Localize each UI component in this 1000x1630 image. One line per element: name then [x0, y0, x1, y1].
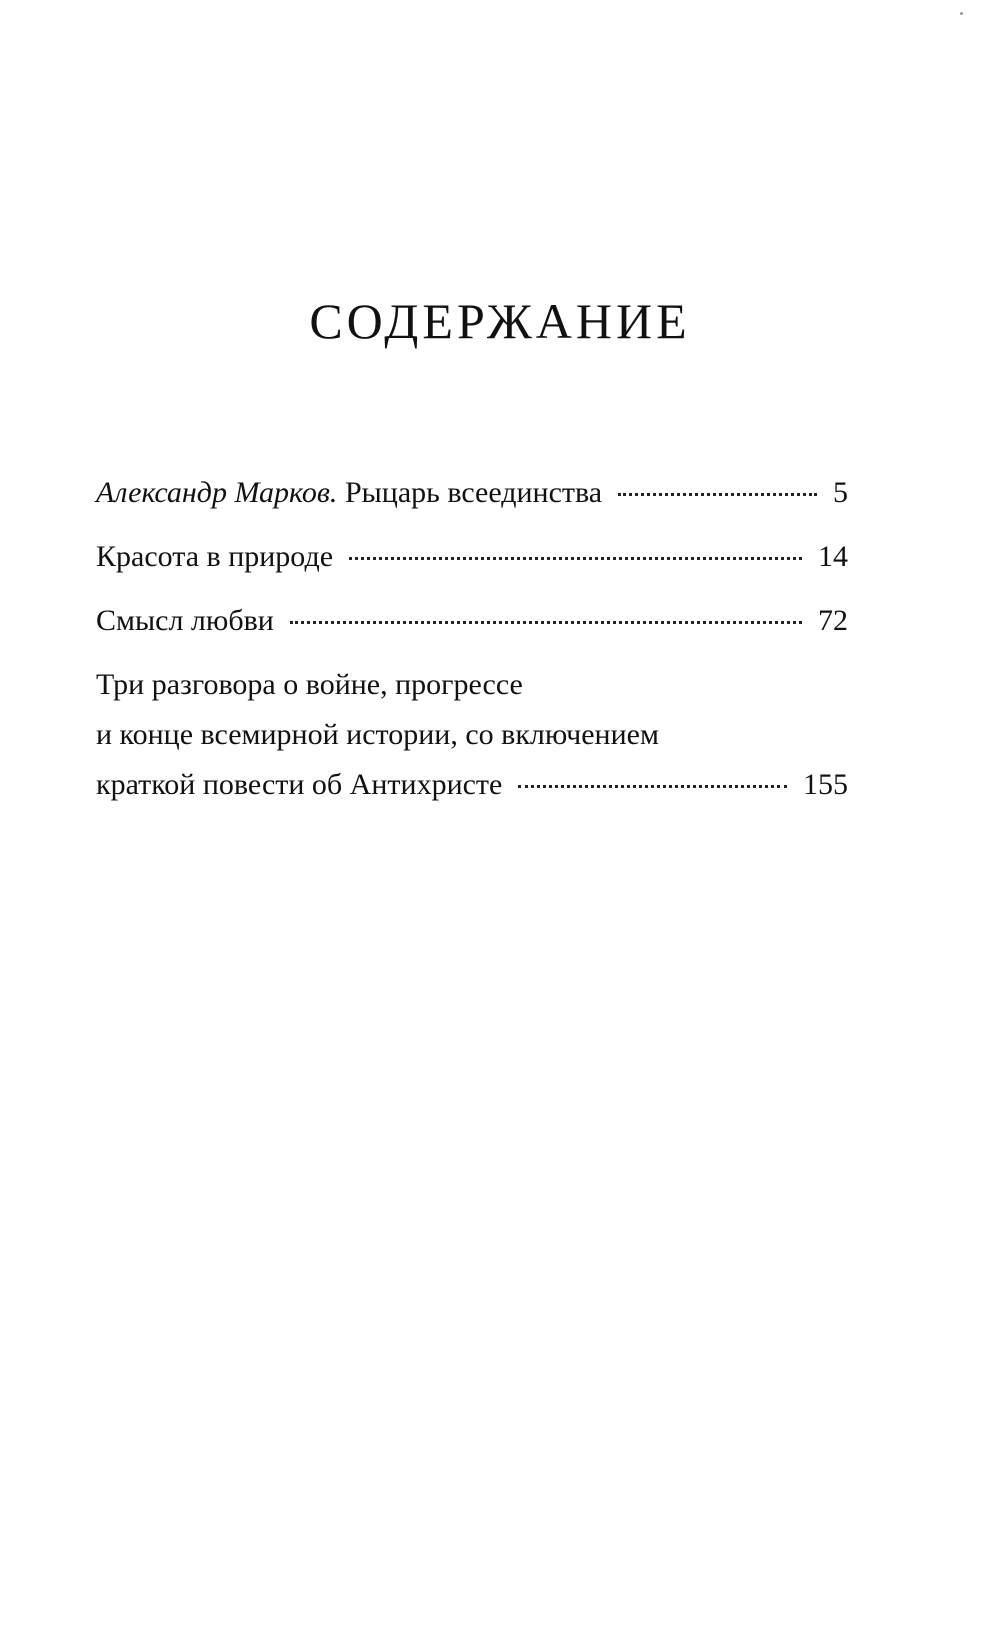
toc-line — [96, 596, 848, 646]
dot-leader — [518, 785, 787, 788]
toc-line — [96, 532, 848, 582]
toc-entry-1[interactable] — [96, 468, 848, 518]
toc-line — [96, 468, 848, 518]
page-title: СОДЕРЖАНИЕ — [309, 293, 691, 349]
toc-title-line: и конце всемирной истории, со включением — [96, 718, 659, 751]
toc-author: Александр Марков. — [96, 476, 338, 509]
toc-title-line: Три разговора о войне, прогрессе — [96, 668, 523, 701]
dot-leader — [618, 493, 817, 496]
toc-line — [96, 760, 848, 810]
toc-entry-text — [96, 468, 602, 518]
table-of-contents — [96, 468, 848, 824]
toc-title: Рыцарь всеединства — [344, 476, 603, 509]
toc-title: Смысл любви — [96, 604, 274, 637]
toc-page-number: 72 — [818, 604, 848, 637]
toc-page-number: 14 — [818, 540, 848, 573]
toc-entry-4[interactable] — [96, 660, 848, 810]
toc-page-number: 5 — [833, 476, 848, 509]
toc-title: Красота в природе — [96, 540, 334, 573]
toc-title-line: краткой повести об Антихристе — [96, 768, 503, 801]
dot-leader — [290, 621, 802, 624]
toc-page-number: 155 — [803, 768, 848, 801]
print-speck — [960, 12, 963, 15]
toc-entry-2[interactable] — [96, 532, 848, 582]
dot-leader — [349, 557, 802, 560]
toc-entry-3[interactable] — [96, 596, 848, 646]
